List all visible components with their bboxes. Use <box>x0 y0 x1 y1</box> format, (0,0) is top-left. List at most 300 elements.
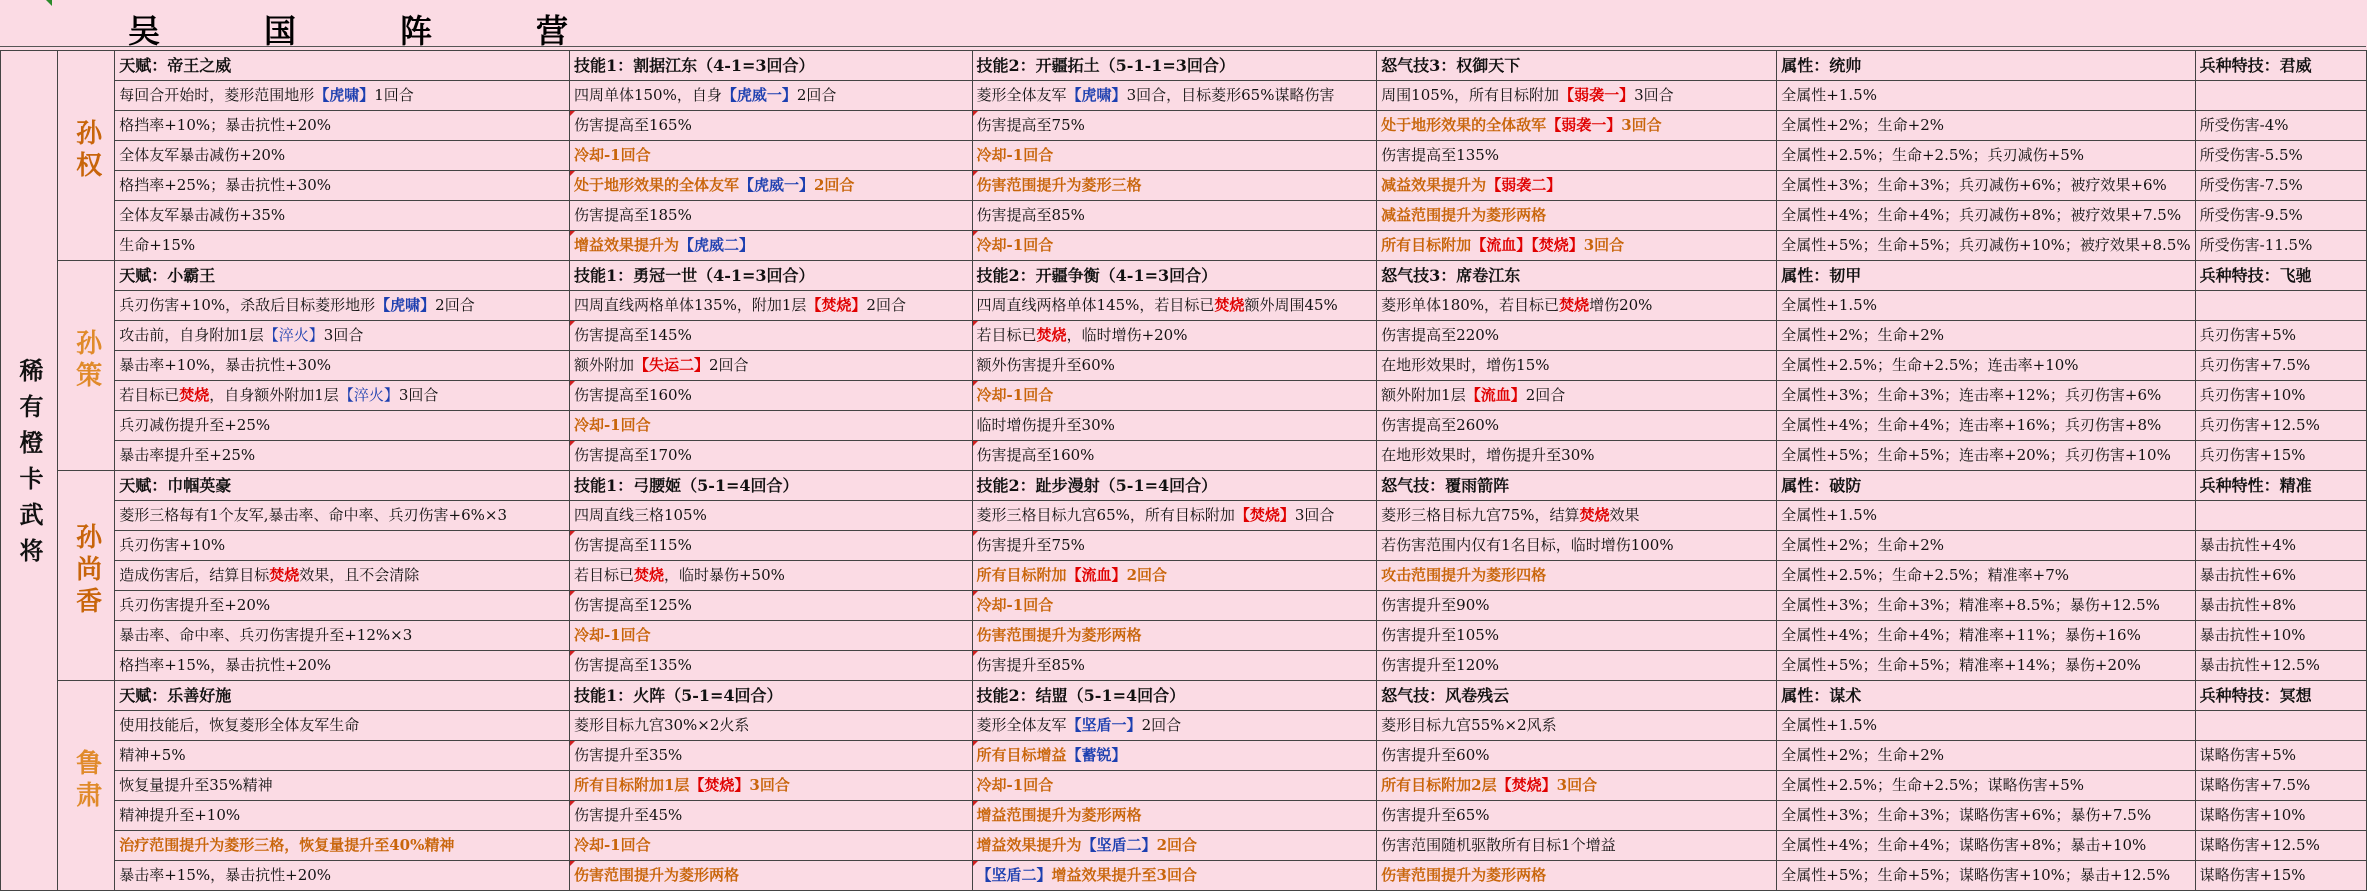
skill2-cell <box>972 711 1377 741</box>
general-name: 孙权 <box>71 118 102 183</box>
talent-cell <box>115 711 570 741</box>
text-segment: 伤害范围提升为菱形两格 <box>976 626 1142 644</box>
talent-cell <box>115 291 570 321</box>
text-segment: 伤害提高至125% <box>573 596 692 614</box>
rage-skill-cell <box>1377 741 1777 771</box>
skill1-cell <box>569 441 972 471</box>
rage-skill-header: 怒气技：覆雨箭阵 <box>1377 471 1777 501</box>
text-segment: 伤害提高至145% <box>573 326 692 344</box>
rage-skill-header: 怒气技3：席卷江东 <box>1377 261 1777 291</box>
text-segment: 攻击前，自身附加1层 <box>119 326 264 344</box>
text-segment: 所有目标附加 <box>1381 236 1472 254</box>
skill1-cell <box>569 831 972 861</box>
text-segment: 减益效果提升为 <box>1381 176 1487 194</box>
text-segment: 伤害提升至60% <box>1381 746 1490 764</box>
talent-header: 天赋：小霸王 <box>115 261 570 291</box>
rage-skill-cell <box>1377 651 1777 681</box>
skill2-cell <box>972 831 1377 861</box>
attribute-cell <box>1777 861 2195 891</box>
general-header-row <box>1 261 2367 291</box>
table-row <box>1 231 2367 261</box>
category-cell <box>1 51 58 891</box>
text-segment: 四周直线两格单体135%，附加1层 <box>573 296 807 314</box>
general-name-cell <box>58 681 115 891</box>
rage-skill-cell <box>1377 351 1777 381</box>
skill1-header: 技能1：勇冠一世（4-1=3回合） <box>569 261 972 291</box>
text-segment: 处于地形效果的全体敌军 <box>1381 116 1547 134</box>
rage-skill-cell <box>1377 81 1777 111</box>
talent-cell <box>115 81 570 111</box>
skill2-cell <box>972 651 1377 681</box>
text-segment: 全属性+2%；生命+2% <box>1781 116 1945 134</box>
general-header-row <box>1 471 2367 501</box>
text-segment: 全属性+2%；生命+2% <box>1781 746 1945 764</box>
text-segment: 增益效果提升至3回合 <box>1051 866 1197 884</box>
table-row <box>1 861 2367 891</box>
table-row <box>1 381 2367 411</box>
rage-skill-cell <box>1377 231 1777 261</box>
table-row <box>1 201 2367 231</box>
table-row <box>1 561 2367 591</box>
title-bar <box>0 0 2366 50</box>
text-segment: 兵刃伤害+15% <box>2199 446 2306 464</box>
attribute-cell <box>1777 621 2195 651</box>
skill1-cell <box>569 771 972 801</box>
table-row <box>1 531 2367 561</box>
talent-cell <box>115 831 570 861</box>
text-segment: 效果 <box>1609 506 1640 524</box>
skill2-cell <box>972 441 1377 471</box>
text-segment: 【焚烧】 <box>1234 506 1295 524</box>
rage-skill-cell <box>1377 621 1777 651</box>
skill2-cell <box>972 591 1377 621</box>
text-segment: 焚烧 <box>179 386 210 404</box>
text-segment: 全属性+1.5% <box>1781 716 1877 734</box>
general-name: 孙尚香 <box>71 522 102 619</box>
text-segment: 3回合 <box>398 386 439 404</box>
text-segment: 兵刃减伤提升至+25% <box>119 416 271 434</box>
rage-skill-cell <box>1377 591 1777 621</box>
skill2-cell <box>972 321 1377 351</box>
text-segment: 【焚烧】 <box>1496 776 1557 794</box>
troop-trait-cell <box>2195 411 2366 441</box>
skill2-cell <box>972 111 1377 141</box>
table-row <box>1 771 2367 801</box>
text-segment: 【焚烧】 <box>806 296 867 314</box>
skill2-header: 技能2：开疆争衡（4-1=3回合） <box>972 261 1377 291</box>
skill1-cell <box>569 621 972 651</box>
text-segment: 冷却-1回合 <box>976 596 1054 614</box>
attribute-cell <box>1777 501 2195 531</box>
rage-skill-cell <box>1377 771 1777 801</box>
skill2-cell <box>972 141 1377 171</box>
skill2-header: 技能2：结盟（5-1=4回合） <box>972 681 1377 711</box>
attribute-cell <box>1777 591 2195 621</box>
text-segment: 全属性+4%；生命+4%；兵刃减伤+8%；被疗效果+7.5% <box>1781 206 2182 224</box>
attribute-cell <box>1777 201 2195 231</box>
text-segment: 恢复量提升至35%精神 <box>119 776 273 794</box>
text-segment: 【弱袭一】 <box>1559 86 1635 104</box>
text-segment: 全属性+5%；生命+5%；兵刃减伤+10%；被疗效果+8.5% <box>1781 236 2191 254</box>
text-segment: 冷却-1回合 <box>976 236 1054 254</box>
table-row <box>1 411 2367 441</box>
text-segment: 伤害提升至120% <box>1381 656 1500 674</box>
skill1-header: 技能1：割据江东（4-1=3回合） <box>569 51 972 81</box>
text-segment: 若目标已 <box>573 566 634 584</box>
text-segment: 使用技能后，恢复菱形全体友军生命 <box>119 716 360 734</box>
talent-cell <box>115 111 570 141</box>
text-segment: 伤害提高至115% <box>573 536 692 554</box>
text-segment: 暴击率、命中率、兵刃伤害提升至+12%×3 <box>119 626 413 644</box>
text-segment: 全属性+3%；生命+3%；谋略伤害+6%；暴伤+7.5% <box>1781 806 2152 824</box>
troop-trait-cell <box>2195 441 2366 471</box>
text-segment: 若目标已 <box>976 326 1037 344</box>
text-segment: 2回合 <box>1156 836 1197 854</box>
text-segment: 兵刃伤害+12.5% <box>2199 416 2320 434</box>
text-segment: 全体友军暴击减伤+35% <box>119 206 286 224</box>
troop-trait-cell <box>2195 381 2366 411</box>
text-segment: 全体友军暴击减伤+20% <box>119 146 286 164</box>
text-segment: 造成伤害后，结算目标 <box>119 566 270 584</box>
skill2-cell <box>972 861 1377 891</box>
text-segment: 2回合 <box>1126 566 1167 584</box>
talent-cell <box>115 381 570 411</box>
text-segment: 【流血】 <box>1066 566 1127 584</box>
table-row <box>1 801 2367 831</box>
text-segment: 伤害提高至135% <box>573 656 692 674</box>
text-segment: 兵刃伤害+10% <box>119 536 226 554</box>
text-segment: 兵刃伤害+5% <box>2199 326 2296 344</box>
skill1-cell <box>569 321 972 351</box>
text-segment: 增益范围提升为菱形两格 <box>976 806 1142 824</box>
table-row <box>1 351 2367 381</box>
attribute-cell <box>1777 741 2195 771</box>
text-segment: 所受伤害-4% <box>2199 116 2289 134</box>
skill2-header: 技能2：趾步漫射（5-1=4回合） <box>972 471 1377 501</box>
skill2-cell <box>972 561 1377 591</box>
rage-skill-cell <box>1377 291 1777 321</box>
text-segment: 全属性+5%；生命+5%；谋略伤害+10%；暴击+12.5% <box>1781 866 2171 884</box>
text-segment: 全属性+5%；生命+5%；精准率+14%；暴伤+20% <box>1781 656 2141 674</box>
troop-trait-cell <box>2195 141 2366 171</box>
text-segment: 增伤20% <box>1589 296 1653 314</box>
text-segment: 伤害范围提升为菱形两格 <box>1381 866 1547 884</box>
general-name: 鲁肃 <box>71 748 102 813</box>
text-segment: 全属性+3%；生命+3%；连击率+12%；兵刃伤害+6% <box>1781 386 2162 404</box>
skill2-cell <box>972 531 1377 561</box>
text-segment: ，自身额外附加1层 <box>209 386 339 404</box>
text-segment: 【虎威一】 <box>738 176 814 194</box>
text-segment: 谋略伤害+15% <box>2199 866 2306 884</box>
text-segment: 全属性+3%；生命+3%；精准率+8.5%；暴伤+12.5% <box>1781 596 2160 614</box>
text-segment: 3回合 <box>1621 116 1662 134</box>
skill2-header: 技能2：开疆拓土（5-1-1=3回合） <box>972 51 1377 81</box>
talent-cell <box>115 201 570 231</box>
text-segment: 攻击范围提升为菱形四格 <box>1381 566 1547 584</box>
troop-trait-header: 兵种特性：精准 <box>2195 471 2366 501</box>
table-row <box>1 621 2367 651</box>
attribute-header: 属性：谋术 <box>1777 681 2195 711</box>
text-segment: 冷却-1回合 <box>573 146 651 164</box>
text-segment: 减益范围提升为菱形两格 <box>1381 206 1547 224</box>
text-segment: 【弱袭一】 <box>1546 116 1622 134</box>
text-segment: 3回合 <box>1634 86 1674 104</box>
text-segment: 【淬火】 <box>338 386 399 404</box>
text-segment: 伤害提高至165% <box>573 116 692 134</box>
skill2-cell <box>972 351 1377 381</box>
skill1-cell <box>569 711 972 741</box>
talent-cell <box>115 621 570 651</box>
text-segment: 所有目标附加2层 <box>1381 776 1497 794</box>
text-segment: 在地形效果时，增伤15% <box>1381 356 1550 374</box>
text-segment: 兵刃伤害+10%，杀敌后目标菱形地形 <box>119 296 376 314</box>
text-segment: 【虎啸】 <box>314 86 375 104</box>
text-segment: 2回合 <box>435 296 475 314</box>
corner-marker-icon <box>46 0 52 6</box>
troop-trait-cell <box>2195 651 2366 681</box>
text-segment: 额外周围45% <box>1244 296 1338 314</box>
text-segment: 焚烧 <box>269 566 300 584</box>
attribute-cell <box>1777 831 2195 861</box>
talent-cell <box>115 531 570 561</box>
text-segment: 伤害提高至135% <box>1381 146 1500 164</box>
text-segment: 若目标已 <box>119 386 180 404</box>
text-segment: 全属性+4%；生命+4%；连击率+16%；兵刃伤害+8% <box>1781 416 2162 434</box>
talent-cell <box>115 411 570 441</box>
skill1-cell <box>569 411 972 441</box>
troop-trait-cell <box>2195 231 2366 261</box>
skill1-cell <box>569 561 972 591</box>
attribute-cell <box>1777 651 2195 681</box>
troop-trait-cell <box>2195 831 2366 861</box>
rage-skill-cell <box>1377 711 1777 741</box>
troop-trait-cell <box>2195 351 2366 381</box>
attribute-cell <box>1777 561 2195 591</box>
troop-trait-cell <box>2195 861 2366 891</box>
rage-skill-cell <box>1377 201 1777 231</box>
troop-trait-header: 兵种特技：君威 <box>2195 51 2366 81</box>
text-segment: 处于地形效果的全体友军 <box>573 176 739 194</box>
text-segment: 增益效果提升为 <box>573 236 679 254</box>
text-segment: 增益效果提升为 <box>976 836 1082 854</box>
attribute-cell <box>1777 441 2195 471</box>
text-segment: 暴击抗性+10% <box>2199 626 2306 644</box>
text-segment: 暴击率+10%，暴击抗性+30% <box>119 356 332 374</box>
text-segment: 额外伤害提升至60% <box>976 356 1115 374</box>
troop-trait-cell <box>2195 591 2366 621</box>
attribute-cell <box>1777 351 2195 381</box>
text-segment: 格挡率+15%，暴击抗性+20% <box>119 656 332 674</box>
text-segment: 2回合 <box>708 356 749 374</box>
text-segment: 3回合 <box>1294 506 1335 524</box>
text-segment: 谋略伤害+10% <box>2199 806 2306 824</box>
text-segment: 菱形单体180%，若目标已 <box>1381 296 1560 314</box>
table-row <box>1 741 2367 771</box>
text-segment: 四周直线两格单体145%，若目标已 <box>976 296 1215 314</box>
text-segment: 菱形三格目标九宫75%，结算 <box>1381 506 1580 524</box>
skill2-cell <box>972 231 1377 261</box>
text-segment: 伤害提高至85% <box>976 206 1085 224</box>
skill2-cell <box>972 771 1377 801</box>
text-segment: 若伤害范围内仅有1名目标，临时增伤100% <box>1381 536 1674 554</box>
text-segment: 治疗范围提升为菱形三格，恢复量提升至40%精神 <box>119 836 455 854</box>
attribute-cell <box>1777 711 2195 741</box>
text-segment: 焚烧 <box>1214 296 1245 314</box>
rage-skill-cell <box>1377 321 1777 351</box>
troop-trait-cell <box>2195 621 2366 651</box>
general-name-cell <box>58 51 115 261</box>
text-segment: 3回合 <box>749 776 790 794</box>
text-segment: 【虎啸】 <box>1066 86 1127 104</box>
text-segment: 暴击抗性+8% <box>2199 596 2296 614</box>
rage-skill-cell <box>1377 381 1777 411</box>
text-segment: 全属性+2.5%；生命+2.5%；谋略伤害+5% <box>1781 776 2085 794</box>
text-segment: 格挡率+10%；暴击抗性+20% <box>119 116 332 134</box>
rage-skill-cell <box>1377 141 1777 171</box>
skill1-cell <box>569 171 972 201</box>
text-segment: 【流血】 <box>1471 236 1532 254</box>
text-segment: 伤害提升至35% <box>573 746 683 764</box>
text-segment: 效果，且不会清除 <box>299 566 420 584</box>
text-segment: 生命+15% <box>119 236 196 254</box>
troop-trait-header: 兵种特技：冥想 <box>2195 681 2366 711</box>
skill1-cell <box>569 501 972 531</box>
troop-trait-cell <box>2195 201 2366 231</box>
troop-trait-cell <box>2195 111 2366 141</box>
text-segment: 菱形目标九宫30%×2火系 <box>573 716 750 734</box>
attribute-header: 属性：韧甲 <box>1777 261 2195 291</box>
text-segment: 伤害提升至65% <box>1381 806 1490 824</box>
rage-skill-header: 怒气技：风卷残云 <box>1377 681 1777 711</box>
text-segment: 格挡率+25%；暴击抗性+30% <box>119 176 332 194</box>
text-segment: 【蓄锐】 <box>1066 746 1127 764</box>
text-segment: 全属性+4%；生命+4%；谋略伤害+8%；暴击+10% <box>1781 836 2147 854</box>
text-segment: 全属性+3%；生命+3%；兵刃减伤+6%；被疗效果+6% <box>1781 176 2167 194</box>
attribute-cell <box>1777 81 2195 111</box>
attribute-header: 属性：统帅 <box>1777 51 2195 81</box>
talent-cell <box>115 171 570 201</box>
text-segment: 【坚盾二】 <box>976 866 1052 884</box>
text-segment: 全属性+1.5% <box>1781 506 1877 524</box>
talent-cell <box>115 141 570 171</box>
text-segment: 精神+5% <box>119 746 186 764</box>
attribute-cell <box>1777 801 2195 831</box>
text-segment: 临时增伤提升至30% <box>976 416 1115 434</box>
text-segment: 谋略伤害+5% <box>2199 746 2296 764</box>
troop-trait-cell <box>2195 741 2366 771</box>
text-segment: 2回合 <box>813 176 855 194</box>
text-segment: 【流血】 <box>1465 386 1526 404</box>
text-segment: 焚烧 <box>1036 326 1067 344</box>
text-segment: 伤害提升至90% <box>1381 596 1490 614</box>
attribute-cell <box>1777 291 2195 321</box>
table-row <box>1 711 2367 741</box>
text-segment: 所受伤害-11.5% <box>2199 236 2313 254</box>
rage-skill-cell <box>1377 501 1777 531</box>
text-segment: 伤害范围提升为菱形三格 <box>976 176 1142 194</box>
text-segment: 暴击率+15%，暴击抗性+20% <box>119 866 332 884</box>
text-segment: 3回合 <box>323 326 364 344</box>
text-segment: 所有目标附加1层 <box>573 776 690 794</box>
text-segment: 菱形三格目标九宫65%，所有目标附加 <box>976 506 1235 524</box>
general-header-row <box>1 51 2367 81</box>
troop-trait-cell <box>2195 171 2366 201</box>
text-segment: 菱形全体友军 <box>976 716 1067 734</box>
general-name: 孙策 <box>71 328 102 393</box>
general-name-cell <box>58 471 115 681</box>
skill1-cell <box>569 801 972 831</box>
text-segment: 周围105%，所有目标附加 <box>1381 86 1560 104</box>
text-segment: 伤害范围随机驱散所有目标1个增益 <box>1381 836 1616 854</box>
table-row <box>1 591 2367 621</box>
text-segment: 伤害提升至75% <box>976 536 1085 554</box>
text-segment: 【虎威二】 <box>678 236 754 254</box>
skill1-cell <box>569 111 972 141</box>
attribute-cell <box>1777 141 2195 171</box>
talent-cell <box>115 561 570 591</box>
text-segment: 全属性+2.5%；生命+2.5%；连击率+10% <box>1781 356 2079 374</box>
text-segment: 焚烧 <box>1559 296 1590 314</box>
troop-trait-cell <box>2195 501 2366 531</box>
text-segment: 暴击抗性+4% <box>2199 536 2296 554</box>
troop-trait-cell <box>2195 291 2366 321</box>
text-segment: 【虎啸】 <box>375 296 436 314</box>
text-segment: 在地形效果时，增伤提升至30% <box>1381 446 1595 464</box>
attribute-cell <box>1777 171 2195 201</box>
skill2-cell <box>972 381 1377 411</box>
text-segment: 【焚烧】 <box>689 776 750 794</box>
text-segment: 冷却-1回合 <box>573 416 651 434</box>
text-segment: 兵刃伤害提升至+20% <box>119 596 271 614</box>
text-segment: 伤害提高至170% <box>573 446 692 464</box>
attribute-cell <box>1777 231 2195 261</box>
table-row <box>1 141 2367 171</box>
skill2-cell <box>972 201 1377 231</box>
skill1-cell <box>569 141 972 171</box>
text-segment: 伤害提高至260% <box>1381 416 1500 434</box>
attribute-cell <box>1777 771 2195 801</box>
table-row <box>1 111 2367 141</box>
troop-trait-cell <box>2195 771 2366 801</box>
text-segment: 3回合 <box>1583 236 1625 254</box>
skill2-cell <box>972 741 1377 771</box>
rage-skill-cell <box>1377 861 1777 891</box>
text-segment: 2回合 <box>796 86 837 104</box>
text-segment: ，临时增伤+20% <box>1066 326 1188 344</box>
talent-cell <box>115 591 570 621</box>
text-segment: 全属性+2%；生命+2% <box>1781 536 1945 554</box>
table-row <box>1 831 2367 861</box>
talent-cell <box>115 801 570 831</box>
skill1-cell <box>569 81 972 111</box>
text-segment: 【淬火】 <box>263 326 324 344</box>
text-segment: 谋略伤害+12.5% <box>2199 836 2320 854</box>
skill1-cell <box>569 531 972 561</box>
table-row <box>1 501 2367 531</box>
troop-trait-cell <box>2195 531 2366 561</box>
category-label: 稀有橙卡武将 <box>15 357 44 574</box>
text-segment: 每回合开始时，菱形范围地形 <box>119 86 315 104</box>
talent-header: 天赋：帝王之威 <box>115 51 570 81</box>
skill2-cell <box>972 801 1377 831</box>
text-segment: 精神提升至+10% <box>119 806 241 824</box>
text-segment: 【弱袭二】 <box>1486 176 1562 194</box>
text-segment: 全属性+2.5%；生命+2.5%；精准率+7% <box>1781 566 2070 584</box>
skill2-cell <box>972 411 1377 441</box>
text-segment: 额外附加1层 <box>1381 386 1466 404</box>
page-title: 吴 国 阵 营 <box>128 12 605 50</box>
skill1-cell <box>569 381 972 411</box>
